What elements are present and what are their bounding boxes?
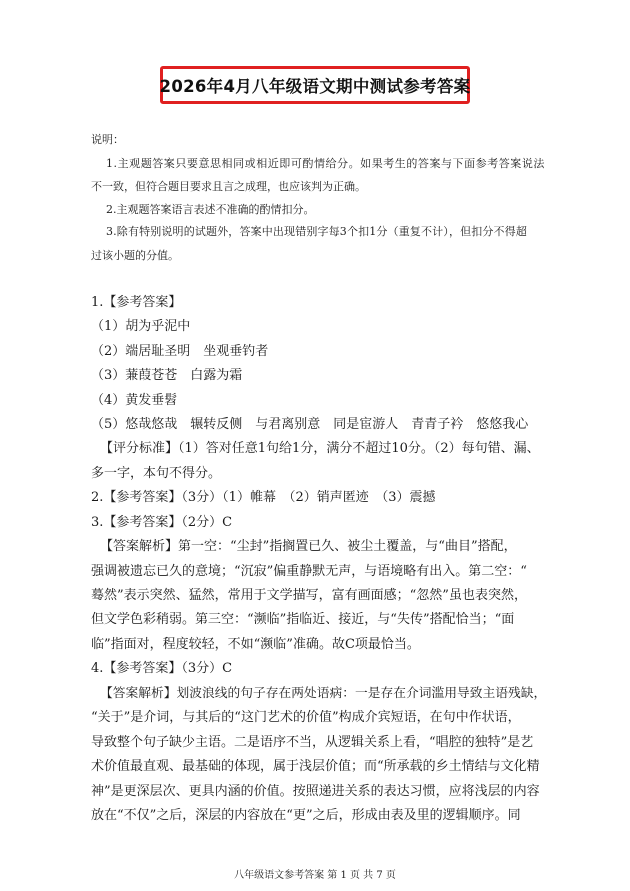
answer-line: 术价值最直观、最基础的体现，属于浅层价值；而“所承载的乡土情结与文化精	[91, 759, 540, 774]
answer-line: （2）端居耻圣明 坐观垂钓者	[91, 344, 269, 359]
answer-line: 但文学色彩稍弱。第三空：“濒临”指临近、接近，与“失传”搭配恰当；“面	[91, 612, 515, 627]
answer-line: 多一字，本句不得分。	[91, 466, 222, 481]
answer-line: 【评分标准】（1）答对任意1句给1分，满分不超过10分。（2）每句错、漏、	[100, 441, 540, 456]
answer-line: 强调被遗忘已久的意境；“沉寂”偏重静默无声，与语境略有出入。第二空：“	[91, 564, 527, 579]
answer-line: （3）蒹葭苍苍 白露为霜	[91, 368, 243, 383]
answer-line: 2.【参考答案】（3分）（1）帷幕 （2）销声匿迹 （3）震撼	[91, 490, 436, 505]
answer-line: 导致整个句子缺少主语。二是语序不当，从逻辑关系上看，“唱腔的独特”是艺	[91, 735, 534, 750]
answer-line: 1.【参考答案】	[91, 295, 182, 310]
answer-line: 放在“不仅”之后，深层的内容放在“更”之后，形成由表及里的逻辑顺序。同	[91, 808, 521, 823]
note-item: 3.除有特别说明的试题外，答案中出现错别字每3个扣1分（重复不计），但扣分不得超	[106, 225, 527, 238]
answer-line: 3.【参考答案】（2分）C	[91, 515, 233, 530]
answer-line: 神”是更深层次、更具内涵的价值。按照递进关系的表达习惯，应将浅层的内容	[91, 784, 540, 799]
answer-line: （5）悠哉悠哉 辗转反侧 与君离别意 同是宦游人 青青子衿 悠悠我心	[91, 417, 529, 432]
answer-line: “关于”是介词，与其后的“这门艺术的价值”构成介宾短语，在句中作状语，	[91, 710, 521, 725]
answer-line: （4）黄发垂髫	[91, 393, 178, 408]
answer-line: （1）胡为乎泥中	[91, 319, 191, 334]
note-item: 1.主观题答案只要意思相同或相近即可酌情给分。如果考生的答案与下面参考答案说法	[106, 157, 545, 170]
page-footer: 八年级语文参考答案 第 1 页 共 7 页	[234, 870, 396, 881]
notes-label: 说明：	[91, 133, 124, 146]
title-frame	[160, 66, 470, 104]
note-item: 不一致，但符合题目要求且言之成理，也应该判为正确。	[91, 180, 366, 193]
answer-line: 【答案解析】第一空：“尘封”指搁置已久、被尘土覆盖，与“曲目”搭配，	[100, 539, 517, 554]
note-item: 2.主观题答案语言表述不准确的酌情扣分。	[106, 203, 315, 216]
answer-line: 蓦然”表示突然、猛然，常用于文学描写，富有画面感；“忽然”虽也表突然，	[91, 588, 527, 603]
note-item: 过该小题的分值。	[91, 249, 179, 262]
answer-line: 【答案解析】划波浪线的句子存在两处语病：一是存在介词滥用导致主语残缺，	[100, 686, 547, 701]
answer-line: 4.【参考答案】（3分）C	[91, 661, 233, 676]
answer-line: 临”指面对，程度较轻，不如“濒临”准确。故C项最恰当。	[91, 637, 420, 652]
page-title: 2026年4月八年级语文期中测试参考答案	[159, 77, 471, 96]
